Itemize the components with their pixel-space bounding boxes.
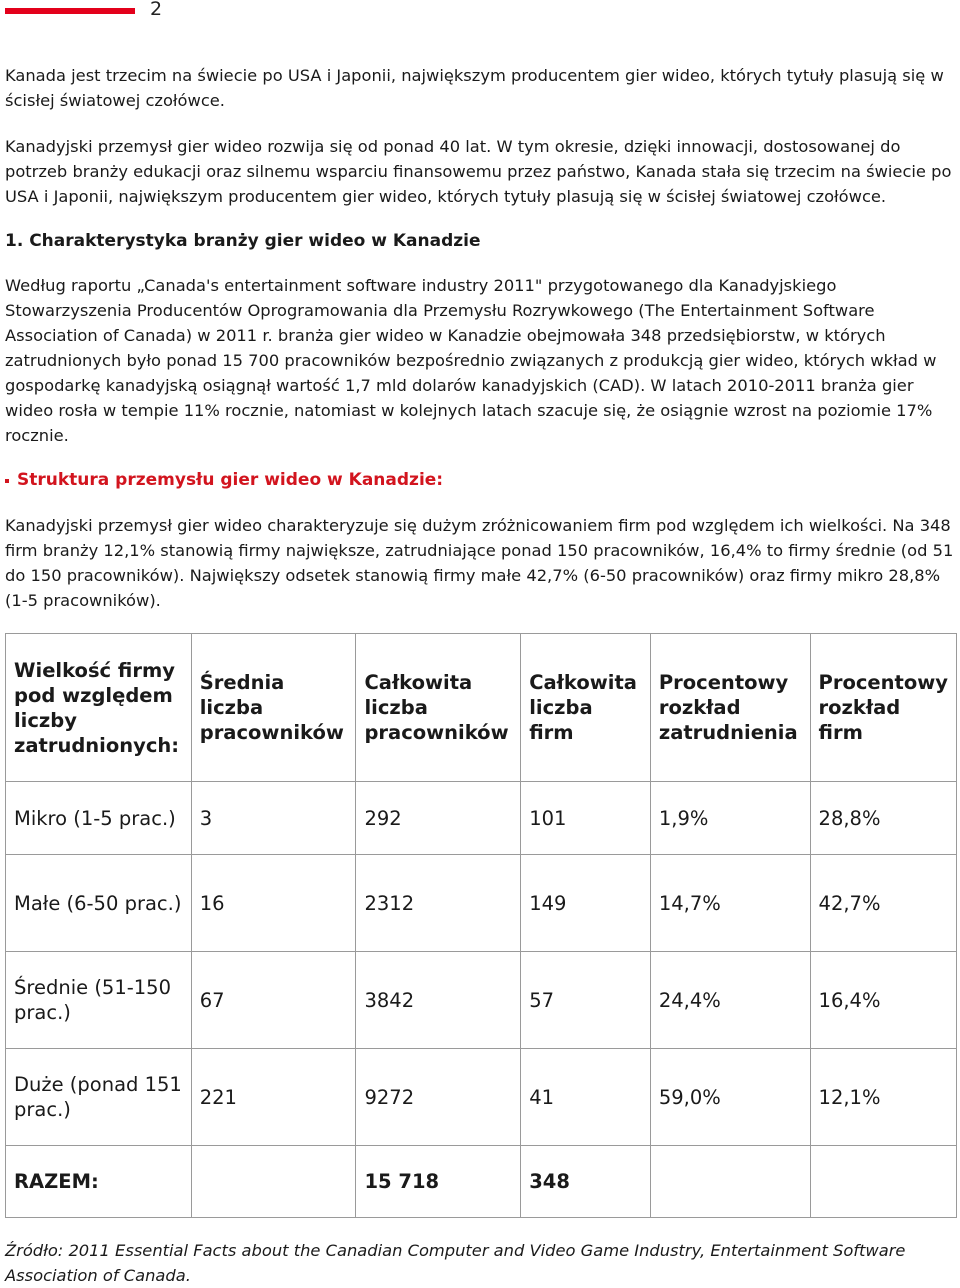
- table-row: [6, 1049, 957, 1146]
- table-cell: 3: [191, 782, 356, 855]
- table-cell: 42,7%: [810, 855, 956, 952]
- table-cell: [810, 1146, 956, 1218]
- table-cell: Duże (ponad 151 prac.): [6, 1049, 192, 1146]
- table-cell: 2312: [356, 855, 521, 952]
- table-cell: Małe (6-50 prac.): [6, 855, 192, 952]
- table-cell: 24,4%: [650, 952, 810, 1049]
- table-row: [6, 855, 957, 952]
- table-cell: 221: [191, 1049, 356, 1146]
- total-firms: 348: [521, 1146, 651, 1218]
- table-cell: 16,4%: [810, 952, 956, 1049]
- table-header-cell: Wielkość firmy pod względem liczby zatrudnionych:: [6, 634, 192, 782]
- report-paragraph: Według raportu „Canada's entertainment software industry 2011" przygotowanego dla Kanadyjskiego Stowarzyszenia Producentów Oprogramowania dla Przemysłu Rozrywkowego (The Entertainment Software Association of Canada) w 2011 r. branża gier wideo w Kanadzie obejmowała 348 przedsiębiorstw, w których zatrudnionych było ponad 15 700 pracowników bezpośrednio związanych z produkcją gier wideo, których wkład w gospodarkę kanadyjską osiągnął wartość 1,7 mld dolarów kanadyjskich (CAD). W latach 2010-2011 branża gier wideo rosła w tempie 11% rocznie, natomiast w kolejnych latach szacuje się, że osiągnie wzrost na poziomie 17% rocznie.: [5, 276, 937, 445]
- page-header: [0, 0, 960, 24]
- header-accent-bar: [5, 8, 135, 14]
- structure-heading-text: Struktura przemysłu gier wideo w Kanadzie:: [17, 470, 444, 490]
- table-header-cell: Średnia liczba pracowników: [191, 634, 356, 782]
- table-cell: 67: [191, 952, 356, 1049]
- table-cell: 14,7%: [650, 855, 810, 952]
- source-note: Źródło: 2011 Essential Facts about the Canadian Computer and Video Game Industry, Entertainment Software Association of Canada.: [5, 1241, 906, 1285]
- intro-paragraph: Kanada jest trzecim na świecie po USA i Japonii, największym producentem gier wideo, których tytuły plasują się w ścisłej światowej czołówce.: [5, 66, 944, 110]
- table-header-cell: Całkowita liczba pracowników: [356, 634, 521, 782]
- table-cell: Średnie (51-150 prac.): [6, 952, 192, 1049]
- table-cell: Mikro (1-5 prac.): [6, 782, 192, 855]
- table-cell: 57: [521, 952, 651, 1049]
- table-cell: 28,8%: [810, 782, 956, 855]
- table-header-row: [6, 634, 957, 782]
- table-cell: 41: [521, 1049, 651, 1146]
- table-header-cell: Procentowy rozkład firm: [810, 634, 956, 782]
- page-number: 2: [150, 0, 163, 20]
- table-total-row: [6, 1146, 957, 1218]
- table-header-cell: Procentowy rozkład zatrudnienia: [650, 634, 810, 782]
- table-header-cell: Całkowita liczba firm: [521, 634, 651, 782]
- total-employees: 15 718: [356, 1146, 521, 1218]
- structure-heading: [5, 468, 443, 493]
- structure-paragraph: Kanadyjski przemysł gier wideo charakteryzuje się dużym zróżnicowaniem firm pod względem ich wielkości. Na 348 firm branży 12,1% stanowią firmy największe, zatrudniające ponad 150 pracowników, 16,4% to firmy średnie (od 51 do 150 pracowników). Największy odsetek stanowią firmy małe 42,7% (6-50 pracowników) oraz firmy mikro 28,8% (1-5 pracowników).: [5, 516, 954, 610]
- table-cell: 292: [356, 782, 521, 855]
- square-bullet-icon: [5, 479, 9, 483]
- table-row: [6, 952, 957, 1049]
- table-cell: 149: [521, 855, 651, 952]
- table-cell: 1,9%: [650, 782, 810, 855]
- table-cell: 101: [521, 782, 651, 855]
- industry-paragraph: Kanadyjski przemysł gier wideo rozwija się od ponad 40 lat. W tym okresie, dzięki innowacji, dostosowanej do potrzeb branży edukacji oraz silnemu wsparciu finansowemu przez państwo, Kanada stała się trzecim na świecie po USA i Japonii, największym producentem gier wideo, których tytuły plasują się w ścisłej światowej czołówce.: [5, 137, 952, 206]
- section-heading: 1. Charakterystyka branży gier wideo w Kanadzie: [5, 231, 481, 251]
- table-row: [6, 782, 957, 855]
- table-cell: [650, 1146, 810, 1218]
- table-cell: 9272: [356, 1049, 521, 1146]
- table-cell: 59,0%: [650, 1049, 810, 1146]
- table-cell: [191, 1146, 356, 1218]
- table-cell: 12,1%: [810, 1049, 956, 1146]
- company-size-table: [5, 633, 957, 1218]
- table-cell: 16: [191, 855, 356, 952]
- total-label: RAZEM:: [6, 1146, 192, 1218]
- table-cell: 3842: [356, 952, 521, 1049]
